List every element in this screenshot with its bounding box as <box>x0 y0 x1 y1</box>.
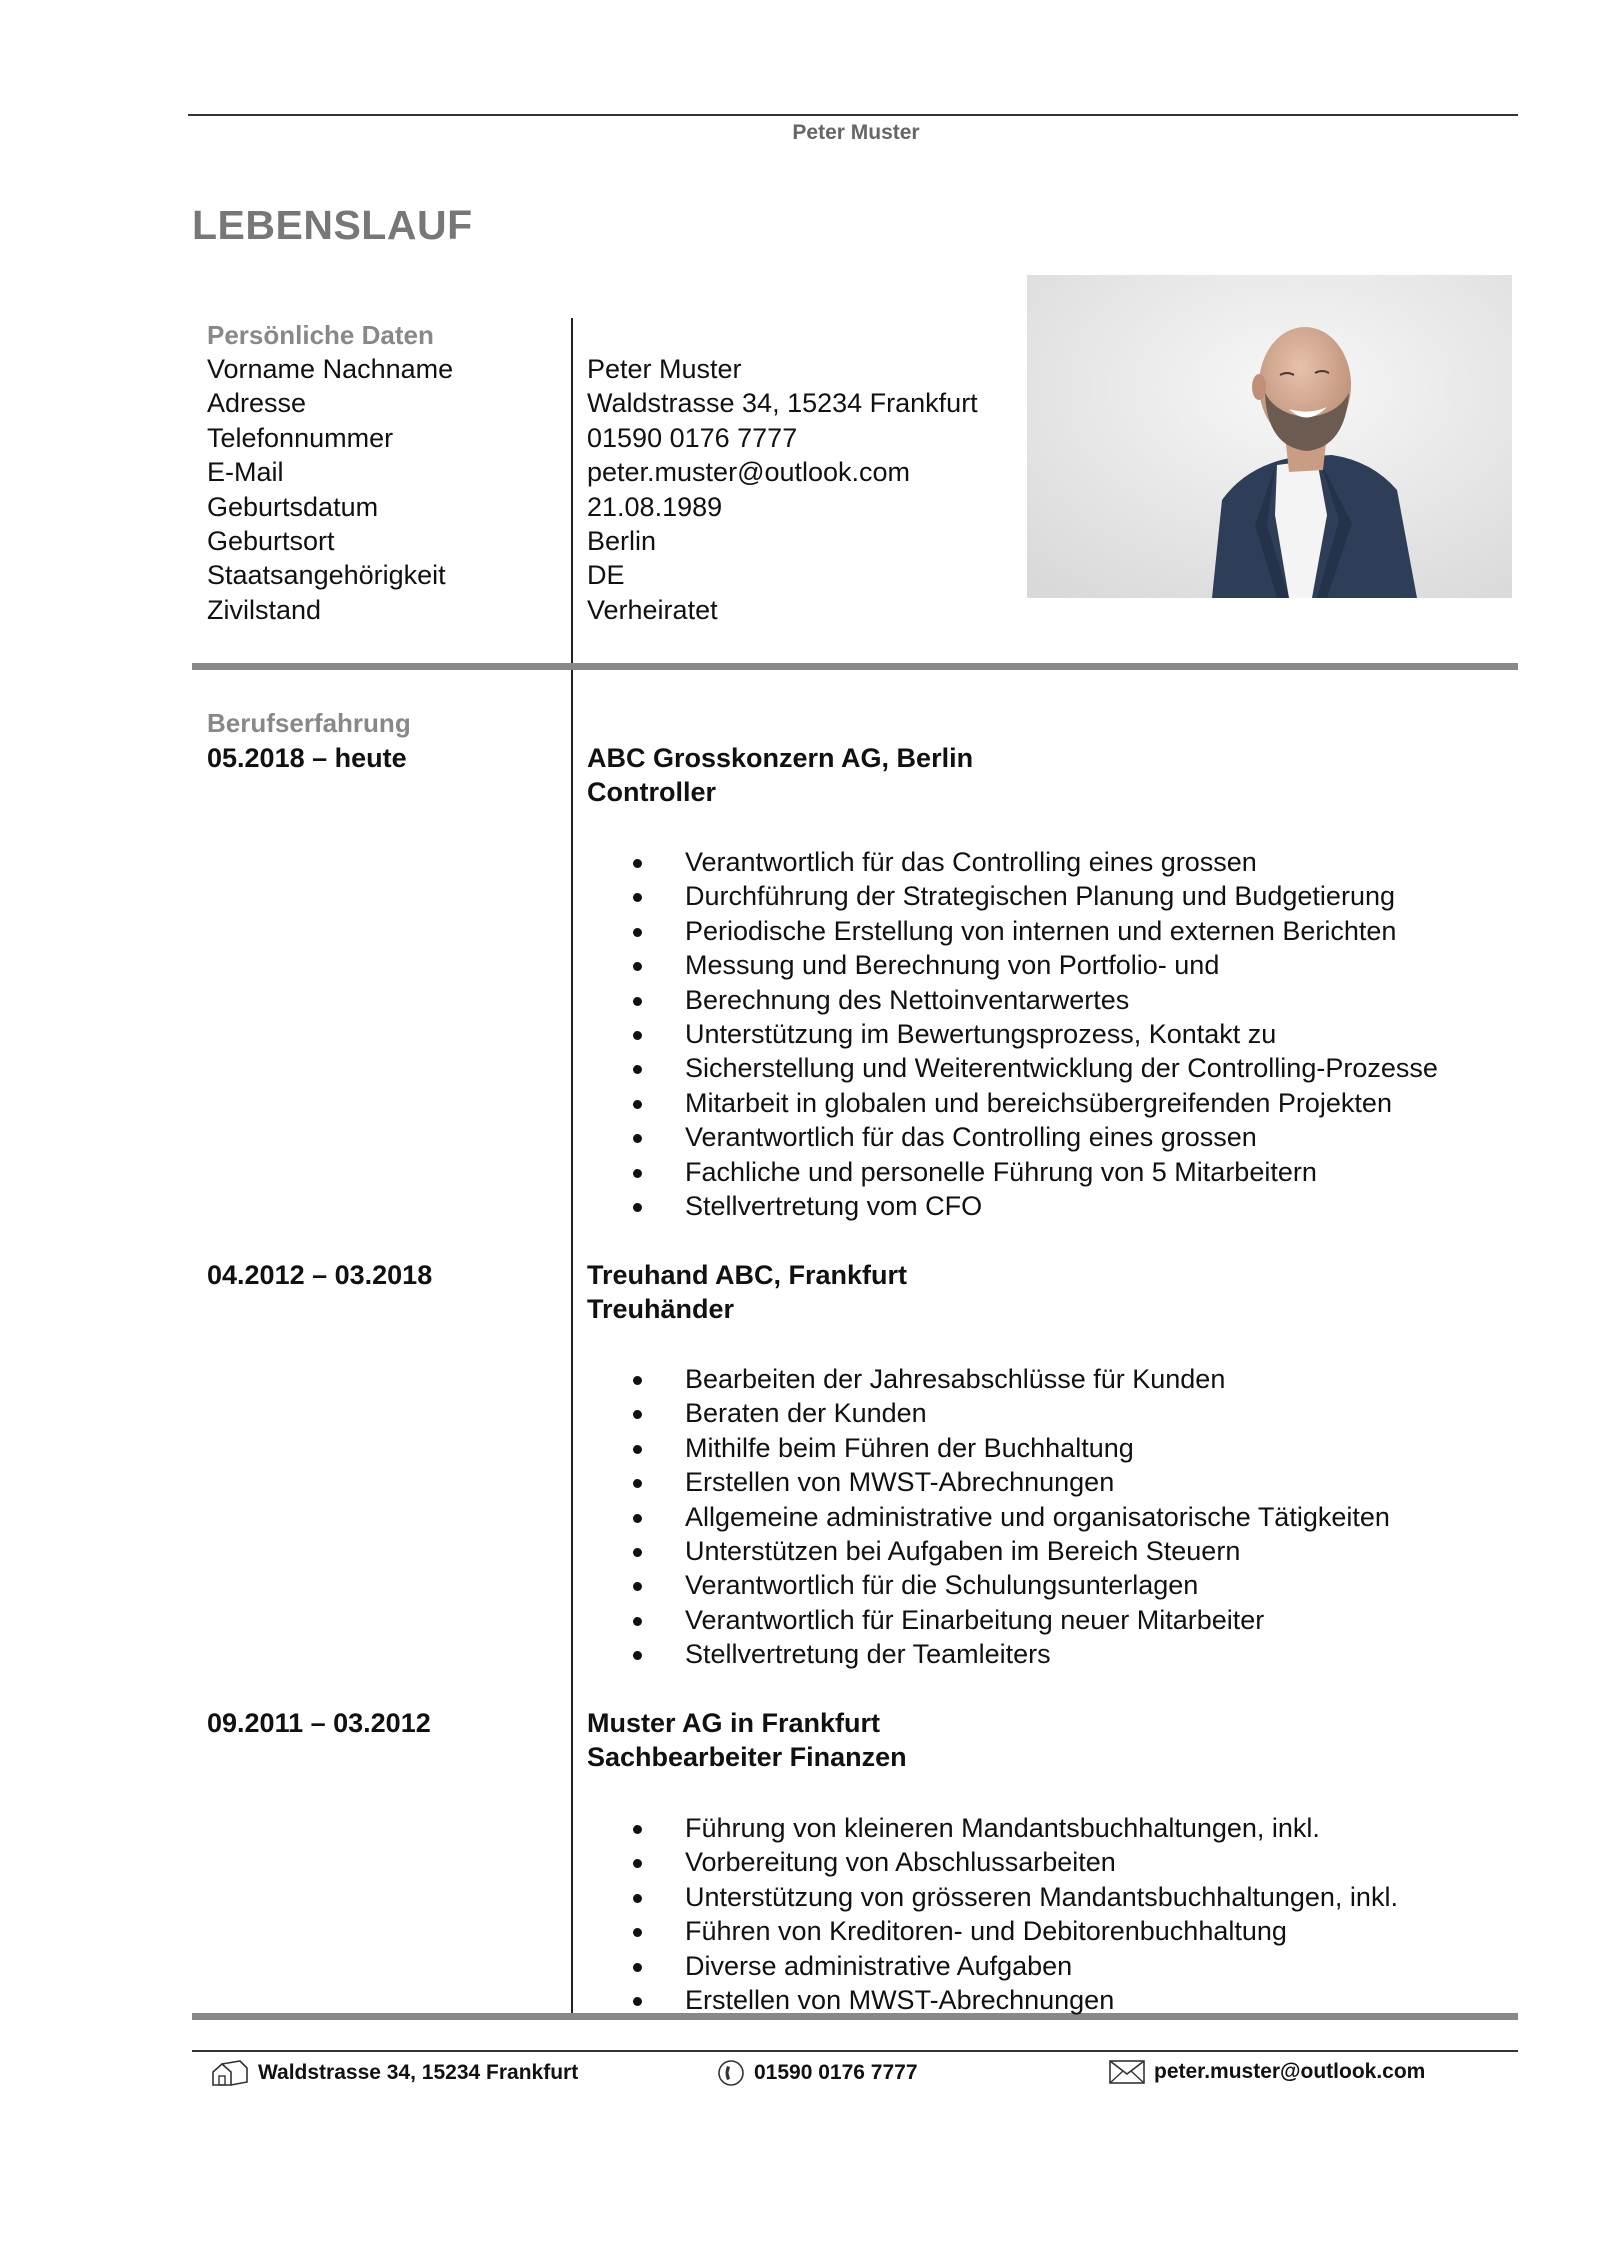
job-period: 09.2011 – 03.2012 <box>207 1708 431 1738</box>
list-item: Unterstützung von grösseren Mandantsbuchhaltungen, inkl. <box>630 1880 1398 1914</box>
job-company: Treuhand ABC, Frankfurt <box>587 1260 908 1290</box>
list-item: Berechnung des Nettoinventarwertes <box>630 983 1438 1017</box>
column-divider <box>571 318 573 2020</box>
list-item: Verantwortlich für Einarbeitung neuer Mitarbeiter <box>630 1603 1390 1637</box>
list-item: Erstellen von MWST-Abrechnungen <box>630 1983 1398 2017</box>
section-heading-experience: Berufserfahrung <box>207 708 411 738</box>
list-item: Diverse administrative Aufgaben <box>630 1949 1398 1983</box>
footer-address-text: Waldstrasse 34, 15234 Frankfurt <box>258 2061 579 2084</box>
list-item: Stellvertretung vom CFO <box>630 1189 1438 1223</box>
list-item: Beraten der Kunden <box>630 1396 1390 1430</box>
label-nationality: Staatsangehörigkeit <box>207 560 446 591</box>
personal-labels <box>207 352 453 627</box>
phone-icon <box>716 2058 746 2088</box>
value-birthdate: 21.08.1989 <box>587 491 723 522</box>
footer-email-text: peter.muster@outlook.com <box>1154 2060 1426 2083</box>
list-item: Verantwortlich für die Schulungsunterlagen <box>630 1568 1390 1602</box>
footer-phone-text: 01590 0176 7777 <box>754 2061 918 2084</box>
job-period: 04.2012 – 03.2018 <box>207 1260 433 1290</box>
envelope-icon <box>1108 2058 1146 2086</box>
job-task-list <box>630 1811 1398 2017</box>
profile-photo <box>1027 275 1512 598</box>
personal-values <box>587 352 978 627</box>
value-name: Peter Muster <box>587 354 742 384</box>
list-item: Verantwortlich für das Controlling eines grossen <box>630 845 1438 879</box>
list-item: Fachliche und personelle Führung von 5 Mitarbeitern <box>630 1155 1438 1189</box>
value-birthplace: Berlin <box>587 526 657 557</box>
job-company: ABC Grosskonzern AG, Berlin <box>587 743 974 773</box>
label-name: Vorname Nachname <box>207 354 454 384</box>
job-position: Controller <box>587 777 717 808</box>
list-item: Führen von Kreditoren- und Debitorenbuchhaltung <box>630 1914 1398 1948</box>
label-birthdate: Geburtsdatum <box>207 491 379 522</box>
value-phone: 01590 0176 7777 <box>587 422 798 453</box>
house-icon <box>210 2058 250 2088</box>
list-item: Mitarbeit in globalen und bereichsübergreifenden Projekten <box>630 1086 1438 1120</box>
list-item: Führung von kleineren Mandantsbuchhaltungen, inkl. <box>630 1811 1398 1845</box>
job-header <box>587 1706 907 1775</box>
job-position: Sachbearbeiter Finanzen <box>587 1742 907 1773</box>
list-item: Periodische Erstellung von internen und externen Berichten <box>630 914 1438 948</box>
list-item: Allgemeine administrative und organisatorische Tätigkeiten <box>630 1500 1390 1534</box>
footer-email <box>1108 2058 1425 2086</box>
header-rule <box>188 114 1518 116</box>
value-nationality: DE <box>587 560 625 591</box>
list-item: Sicherstellung und Weiterentwicklung der Controlling-Prozesse <box>630 1051 1438 1085</box>
page-title: LEBENSLAUF <box>192 202 473 248</box>
footer-rule <box>192 2050 1518 2052</box>
value-address: Waldstrasse 34, 15234 Frankfurt <box>587 388 978 419</box>
label-phone: Telefonnummer <box>207 422 394 453</box>
job-task-list <box>630 845 1438 1223</box>
footer-address <box>210 2058 578 2088</box>
header-name: Peter Muster <box>792 121 920 144</box>
list-item: Durchführung der Strategischen Planung und Budgetierung <box>630 879 1438 913</box>
job-header <box>587 741 973 810</box>
value-marital-status: Verheiratet <box>587 594 718 625</box>
list-item: Erstellen von MWST-Abrechnungen <box>630 1465 1390 1499</box>
job-task-list <box>630 1362 1390 1672</box>
job-period: 05.2018 – heute <box>207 743 407 773</box>
list-item: Unterstützen bei Aufgaben im Bereich Steuern <box>630 1534 1390 1568</box>
job-header <box>587 1258 907 1327</box>
list-item: Unterstützung im Bewertungsprozess, Kontakt zu <box>630 1017 1438 1051</box>
job-position: Treuhänder <box>587 1294 735 1325</box>
list-item: Stellvertretung der Teamleiters <box>630 1637 1390 1671</box>
job-company: Muster AG in Frankfurt <box>587 1708 881 1738</box>
list-item: Vorbereitung von Abschlussarbeiten <box>630 1845 1398 1879</box>
list-item: Verantwortlich für das Controlling eines grossen <box>630 1120 1438 1154</box>
label-address: Adresse <box>207 388 307 419</box>
value-email: peter.muster@outlook.com <box>587 457 911 488</box>
list-item: Mithilfe beim Führen der Buchhaltung <box>630 1431 1390 1465</box>
list-item: Bearbeiten der Jahresabschlüsse für Kunden <box>630 1362 1390 1396</box>
section-heading-personal: Persönliche Daten <box>207 320 434 350</box>
label-marital-status: Zivilstand <box>207 594 322 625</box>
list-item: Messung und Berechnung von Portfolio- und <box>630 948 1438 982</box>
footer-phone <box>716 2058 918 2088</box>
section-divider <box>192 663 1518 670</box>
label-birthplace: Geburtsort <box>207 526 335 557</box>
label-email: E-Mail <box>207 457 284 488</box>
